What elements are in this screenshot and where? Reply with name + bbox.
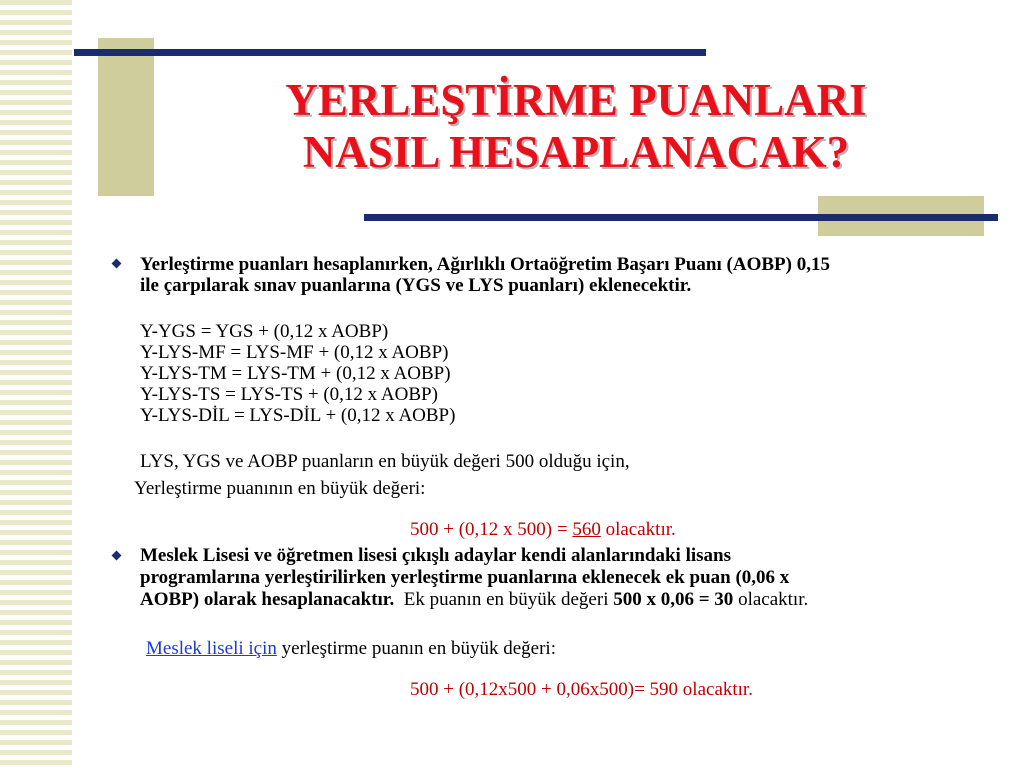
- bullet-2-line-2: programlarına yerleştirilirken yerleştirme puanlarına eklenecek ek puan (0,06 x: [140, 567, 790, 588]
- bullet-1-diamond-icon: [112, 259, 122, 269]
- bullet-2-line-3-normal: Ek puanın en büyük değeri: [394, 589, 614, 610]
- page-title-line-2: NASIL HESAPLANACAK?: [302, 127, 850, 177]
- result-560-pre: 500 + (0,12 x 500) =: [410, 519, 573, 540]
- result-590: 500 + (0,12x500 + 0,06x500)= 590 olacaktır.: [410, 679, 753, 700]
- result-560-post: olacaktır.: [600, 519, 676, 540]
- bullet-2-diamond-icon: [112, 551, 122, 561]
- formula-y-ygs: Y-YGS = YGS + (0,12 x AOBP): [140, 321, 389, 342]
- max-value-line-2: Yerleştirme puanının en büyük değeri:: [134, 478, 426, 499]
- meslek-liseli-link[interactable]: Meslek liseli için: [146, 638, 277, 659]
- bullet-2-line-3-bold: AOBP) olarak hesaplanacaktır.: [140, 589, 395, 610]
- result-560: [410, 519, 676, 540]
- formula-y-lys-ts: Y-LYS-TS = LYS-TS + (0,12 x AOBP): [140, 384, 438, 405]
- bullet-2-line-3-tail: olacaktır.: [733, 589, 809, 610]
- formula-y-lys-tm: Y-LYS-TM = LYS-TM + (0,12 x AOBP): [140, 363, 451, 384]
- bullet-2-line-3-value: 500 x 0,06 = 30: [613, 589, 734, 610]
- max-value-line-1: LYS, YGS ve AOBP puanların en büyük değeri 500 olduğu için,: [140, 451, 630, 472]
- result-560-value: 560: [572, 519, 601, 540]
- bullet-2-line-3: [140, 589, 808, 610]
- meslek-lise-line: [146, 638, 556, 659]
- formula-y-lys-mf: Y-LYS-MF = LYS-MF + (0,12 x AOBP): [140, 342, 449, 363]
- bullet-2-line-1: Meslek Lisesi ve öğretmen lisesi çıkışlı adaylar kendi alanlarındaki lisans: [140, 545, 731, 566]
- meslek-lise-line-text: yerleştirme puanın en büyük değeri:: [276, 638, 556, 659]
- formula-y-lys-dil: Y-LYS-DİL = LYS-DİL + (0,12 x AOBP): [140, 405, 456, 426]
- bullet-1-intro-line-1: Yerleştirme puanları hesaplanırken, Ağırlıklı Ortaöğretim Başarı Puanı (AOBP) 0,15: [140, 254, 830, 275]
- page-title-line-1: YERLEŞTİRME PUANLARI: [285, 75, 867, 125]
- bullet-1-intro-line-2: ile çarpılarak sınav puanlarına (YGS ve LYS puanları) eklenecektir.: [140, 275, 692, 296]
